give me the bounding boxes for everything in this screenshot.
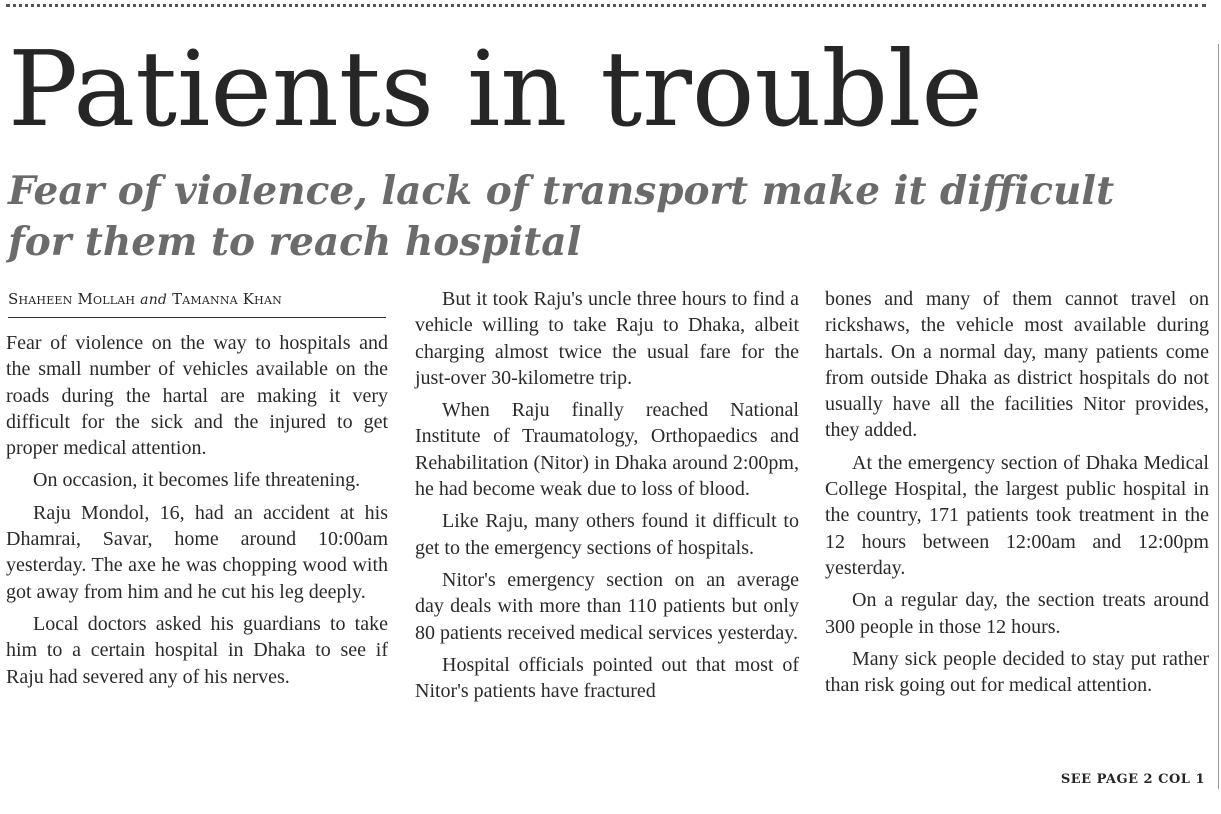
paragraph: Hospital officials pointed out that most of Nitor's patients have fractured xyxy=(415,653,799,703)
paragraph: But it took Raju's uncle three hours to find a vehicle willing to take Raju to Dhaka, albeit charging almost twice the usual fare for the just-over 30-kilometre trip. xyxy=(415,288,799,389)
headline: Patients in trouble xyxy=(8,28,983,150)
byline xyxy=(8,288,386,318)
paragraph: At the emergency section of Dhaka Medical College Hospital, the largest public hospital in the country, 171 patients took treatment in the 12 hours between 12:00am and 12:00pm yesterday. xyxy=(825,451,1209,579)
paragraph: bones and many of them cannot travel on rickshaws, the vehicle most available during hartals. On a normal day, many patients come from outside Dhaka as district hospitals do not usually have all the facilities Nitor provides, they added. xyxy=(825,288,1209,442)
top-dotted-rule xyxy=(6,4,1206,11)
paragraph: Fear of violence on the way to hospitals and the small number of vehicles available on the roads during the hartal are making it very difficult for the sick and the injured to get proper medical attention. xyxy=(6,332,388,460)
column-rule-right xyxy=(1218,44,1219,789)
byline-conjunction: and xyxy=(140,292,168,308)
paragraph: Like Raju, many others found it difficult to get to the emergency sections of hospitals. xyxy=(415,510,799,559)
byline-author-2: Tamanna Khan xyxy=(172,290,282,308)
byline-author-1: Shaheen Mollah xyxy=(8,290,136,308)
paragraph: Many sick people decided to stay put rather than risk going out for medical attention. xyxy=(825,647,1209,697)
paragraph: On occasion, it becomes life threatening. xyxy=(33,469,361,492)
subheadline: Fear of violence, lack of transport make it difficult for them to reach hospital xyxy=(8,168,1115,265)
paragraph: Raju Mondol, 16, had an accident at his Dhamrai, Savar, home around 10:00am yesterday. The axe he was chopping wood with got away from him and he cut his leg deeply. xyxy=(6,501,388,603)
paragraph: Nitor's emergency section on an average day deals with more than 110 patients but only 80 patients received medical services yesterday. xyxy=(415,568,799,644)
continued-on-page-note: SEE PAGE 2 COL 1 xyxy=(1060,772,1205,787)
paragraph: On a regular day, the section treats around 300 people in those 12 hours. xyxy=(825,589,1209,638)
article-column-3 xyxy=(825,286,1209,704)
paragraph: Local doctors asked his guardians to take him to a certain hospital in Dhaka to see if Raju had severed any of his nerves. xyxy=(6,612,388,688)
article-column-1 xyxy=(6,330,388,696)
paragraph: When Raju finally reached National Institute of Traumatology, Orthopaedics and Rehabilitation (Nitor) in Dhaka around 2:00pm, he had become weak due to loss of blood. xyxy=(415,399,799,501)
article-column-2 xyxy=(415,286,799,710)
